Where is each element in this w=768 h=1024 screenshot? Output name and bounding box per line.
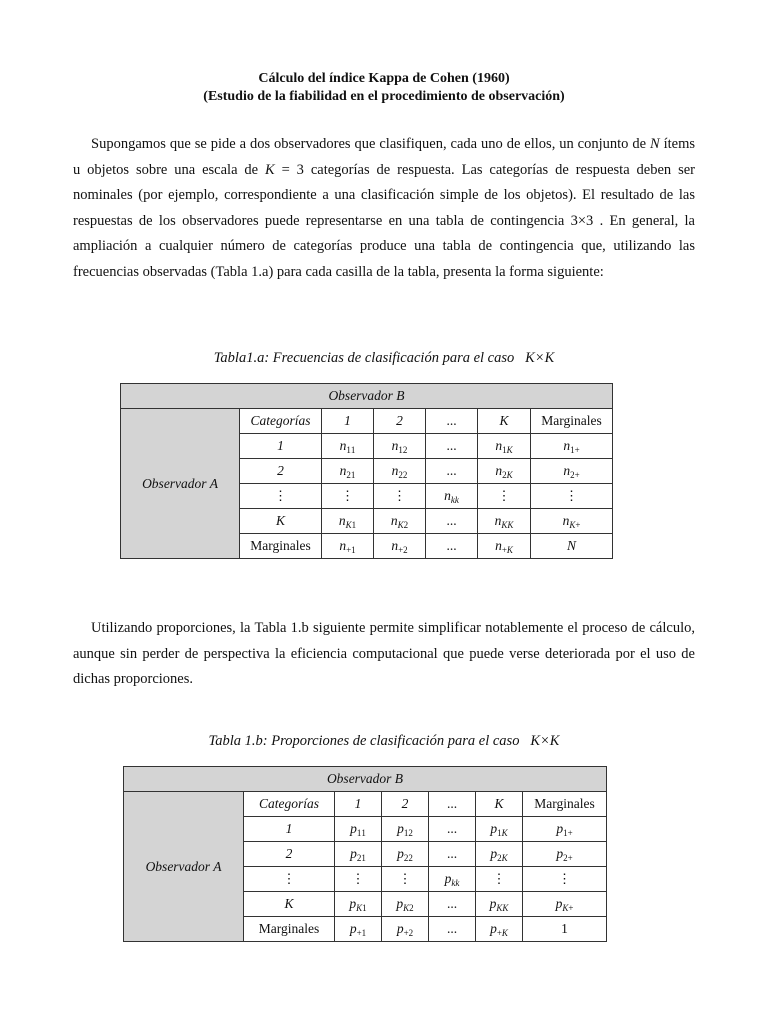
table-1a	[120, 383, 613, 559]
table-row: ⋮ ⋮ ⋮ $p_{kk}$ ⋮ ⋮	[124, 867, 607, 892]
col-header-ellipsis: ...	[429, 792, 476, 817]
table-row: 2 $n_{21}$ $n_{22}$ ... $n_{2K}$ $n_{2+}$	[121, 459, 613, 484]
col-header-k: K	[478, 409, 531, 434]
paragraph-intro: Supongamos que se pide a dos observadores que clasifiquen, cada uno de ellos, un conjunto de N ítems u objetos sobre una escala de K = 3 categorías de respuesta. Las categorías de respuesta deben ser nominales (por ejemplo, correspondiente a una clasificación simple de los objetos). El resultado de las respuestas de los observadores puede representarse en una tabla de contingencia 3×3 . En general, la ampliación a cualquier número de categorías produce una tabla de contingencia que, utilizando las frecuencias observadas (Tabla 1.a) para cada casilla de la tabla, presenta la forma siguiente:	[73, 136, 696, 280]
categorias-header: Categorías	[240, 409, 322, 434]
document-title: Cálculo del índice Kappa de Cohen (1960)	[258, 71, 510, 86]
row-header-1: 1	[240, 434, 322, 459]
total-one: 1	[523, 917, 607, 942]
categorias-header: Categorías	[244, 792, 335, 817]
marginales-row-header: Marginales	[244, 917, 335, 942]
observer-a-header: Observador A	[121, 409, 240, 559]
col-header-2: 2	[382, 792, 429, 817]
col-header-k: K	[476, 792, 523, 817]
col-header-1: 1	[322, 409, 374, 434]
col-header-ellipsis: ...	[426, 409, 478, 434]
table-row: K $p_{K1}$ $p_{K2}$ ... $p_{KK}$ $p_{K+}$	[124, 892, 607, 917]
table-row: Marginales $n_{+1}$ $n_{+2}$ ... $n_{+K}$ N	[121, 534, 613, 559]
marginales-header: Marginales	[523, 792, 607, 817]
table-row: 1 $n_{11}$ $n_{12}$ ... $n_{1K}$ $n_{1+}$	[121, 434, 613, 459]
table-row: 2 $p_{21}$ $p_{22}$ ... $p_{2K}$ $p_{2+}$	[124, 842, 607, 867]
row-header-k: K	[240, 509, 322, 534]
total-n: N	[531, 534, 613, 559]
table-row: K $n_{K1}$ $n_{K2}$ ... $n_{KK}$ $n_{K+}$	[121, 509, 613, 534]
table-row: ⋮ ⋮ ⋮ $n_{kk}$ ⋮ ⋮	[121, 484, 613, 509]
row-header-2: 2	[240, 459, 322, 484]
table-row: Marginales $p_{+1}$ $p_{+2}$ ... $p_{+K}$ 1	[124, 917, 607, 942]
document-subtitle: (Estudio de la fiabilidad en el procedimiento de observación)	[203, 89, 565, 104]
marginales-row-header: Marginales	[240, 534, 322, 559]
table-row: 1 $p_{11}$ $p_{12}$ ... $p_{1K}$ $p_{1+}$	[124, 817, 607, 842]
col-header-1: 1	[335, 792, 382, 817]
observer-a-header: Observador A	[124, 792, 244, 942]
marginales-header: Marginales	[531, 409, 613, 434]
table-1b	[123, 766, 607, 942]
table-1b-caption: Tabla 1.b: Proporciones de clasificación para el caso K×K	[208, 733, 560, 749]
paragraph-proportions: Utilizando proporciones, la Tabla 1.b siguiente permite simplificar notablemente el proceso de cálculo, aunque sin perder de perspectiva la eficiencia computacional que puede verse deteriorada por el uso de dichas proporciones.	[73, 620, 695, 687]
observer-b-header: Observador B	[124, 767, 607, 792]
row-header-1: 1	[244, 817, 335, 842]
row-header-2: 2	[244, 842, 335, 867]
col-header-2: 2	[374, 409, 426, 434]
row-header-k: K	[244, 892, 335, 917]
observer-b-header: Observador B	[121, 384, 613, 409]
table-1a-caption: Tabla1.a: Frecuencias de clasificación para el caso K×K	[213, 350, 555, 366]
